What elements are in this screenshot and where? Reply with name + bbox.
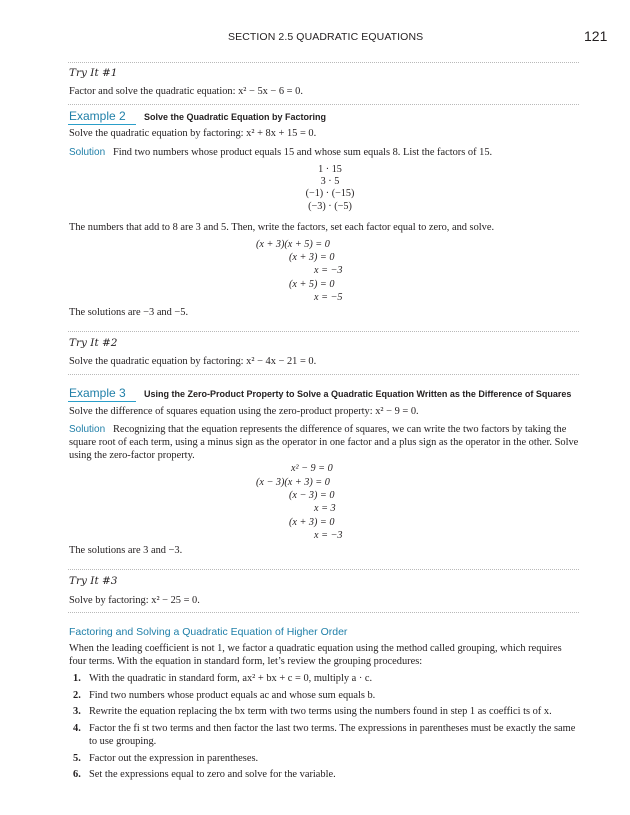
example-2-title: Solve the Quadratic Equation by Factoring [144,112,327,122]
running-header: SECTION 2.5 QUADRATIC EQUATIONS [228,31,424,43]
try-it-3-label: Try It #3 [69,575,118,587]
try-it-1-label: Try It #1 [69,67,118,79]
list-item: 4. Factor the fi st two terms and then factor the last two terms. The expressions in parentheses must be exactly the same to use grouping. [73,722,576,747]
equation-step: (x + 3) = 0 [289,517,335,528]
list-item: 2. Find two numbers whose product equals ac and whose sum equals b. [73,689,376,701]
list-item: 6. Set the expressions equal to zero and solve for the variable. [73,769,336,781]
solution-label: Solution [69,147,106,158]
divider [68,569,579,570]
divider [68,374,579,375]
example-2-mid-text: The numbers that add to 8 are 3 and 5. Then, write the factors, set each factor equal to zero, and solve. [69,222,495,233]
equation-step: x = −3 [314,265,343,276]
list-item: 3. Rewrite the equation replacing the bx term with two terms using the numbers found in step 1 as coeffici ts of x. [73,706,552,718]
example-3-solution [69,423,579,463]
equation-step: (x − 3) = 0 [289,490,335,501]
factor-pair: 1 · 15 [318,164,342,175]
try-it-2-text: Solve the quadratic equation by factoring: x² − 4x − 21 = 0. [69,356,317,367]
equation-step: x = −3 [314,530,343,541]
equation-step: x = −5 [314,292,343,303]
equation-step: (x − 3)(x + 3) = 0 [256,477,330,488]
example-3-prompt: Solve the difference of squares equation using the zero-product property: x² − 9 = 0. [69,406,419,417]
example-2-prompt: Solve the quadratic equation by factoring: x² + 8x + 15 = 0. [69,128,317,139]
divider [68,62,579,63]
try-it-1-text: Factor and solve the quadratic equation: x² − 5x − 6 = 0. [69,86,303,97]
divider [68,104,579,105]
example-3-title: Using the Zero-Product Property to Solve a Quadratic Equation Written as the Difference of Squares [144,389,572,399]
example-underline [68,124,136,125]
section-heading: Factoring and Solving a Quadratic Equation of Higher Order [69,626,348,638]
example-3-label: Example 3 [69,386,126,400]
equation-step: x = 3 [314,503,336,514]
equation-step: (x + 3) = 0 [289,252,335,263]
example-2-conclusion: The solutions are −3 and −5. [69,307,189,318]
grouping-steps-list [69,672,579,785]
factor-pair: 3 · 5 [320,176,340,187]
example-underline [68,401,136,402]
page-number: 121 [584,28,608,44]
equation-step: x² − 9 = 0 [291,463,333,474]
section-intro: When the leading coefficient is not 1, we factor a quadratic equation using the method called grouping, which requires four terms. With the equation in standard form, let’s review the grouping procedures: [69,643,562,668]
solution-label: Solution [69,424,106,435]
try-it-2-label: Try It #2 [69,337,118,349]
divider [68,612,579,613]
example-2-label: Example 2 [69,109,126,123]
solution-text: Recognizing that the equation represents the difference of squares, we can write the two factors by taking the square root of each term, using a minus sign as the operator in one factor and a plus sign as the operator in the other. Solve using the zero-factor property. [69,424,579,462]
solution-text: Find two numbers whose product equals 15 and whose sum equals 8. List the factors of 15. [112,147,493,158]
divider [68,331,579,332]
list-item: 1. With the quadratic in standard form, ax² + bx + c = 0, multiply a · c. [73,673,373,684]
equation-step: (x + 5) = 0 [289,279,335,290]
example-2-solution [69,146,492,159]
example-3-conclusion: The solutions are 3 and −3. [69,545,183,556]
try-it-3-text: Solve by factoring: x² − 25 = 0. [69,595,200,606]
factor-pair: (−3) · (−5) [308,201,352,212]
equation-step: (x + 3)(x + 5) = 0 [256,239,330,250]
factor-pair: (−1) · (−15) [305,188,355,199]
list-item: 5. Factor out the expression in parentheses. [73,752,259,764]
